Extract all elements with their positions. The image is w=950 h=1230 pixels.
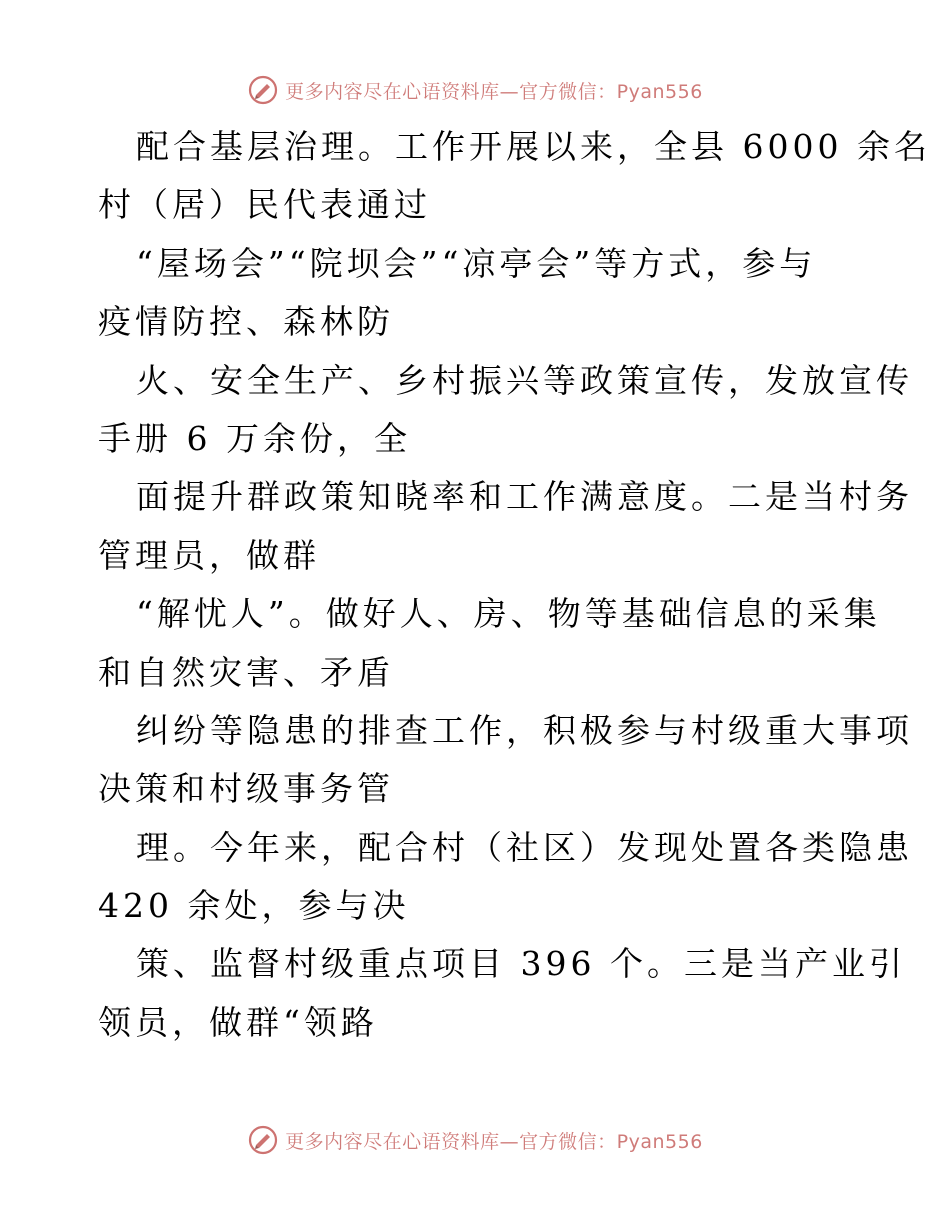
- text-line: 策、监督村级重点项目 396 个。三是当产业引: [136, 944, 906, 984]
- header-watermark: [0, 70, 950, 110]
- text-line: 和自然灾害、矛盾: [98, 652, 394, 692]
- text-line: “解忧人”。做好人、房、物等基础信息的采集: [136, 594, 881, 634]
- watermark-logo-icon: [247, 74, 279, 106]
- text-line: 管理员，做群: [98, 535, 320, 575]
- text-line: 疫情防控、森林防: [98, 302, 394, 342]
- text-line: 决策和村级事务管: [98, 769, 394, 809]
- document-body: [98, 118, 931, 1052]
- footer-watermark: [0, 1120, 950, 1160]
- watermark-logo-icon: [247, 1124, 279, 1156]
- watermark-text: 更多内容尽在心语资料库—官方微信：Pyan556: [285, 1130, 703, 1153]
- text-line: 理。今年来，配合村（社区）发现处置各类隐患: [136, 827, 913, 867]
- text-line: 村（居）民代表通过: [98, 185, 431, 225]
- text-line: 420 余处，参与决: [98, 886, 410, 926]
- text-line: 手册 6 万余份，全: [98, 418, 411, 458]
- text-line: “屋场会”“院坝会”“凉亭会”等方式，参与: [136, 243, 817, 283]
- watermark-text: 更多内容尽在心语资料库—官方微信：Pyan556: [285, 80, 703, 103]
- text-line: 配合基层治理。工作开展以来，全县 6000 余名: [136, 127, 931, 166]
- text-line: 面提升群政策知晓率和工作满意度。二是当村务: [136, 477, 913, 517]
- text-line: 纠纷等隐患的排查工作，积极参与村级重大事项: [136, 710, 913, 750]
- text-line: 领员，做群“领路: [98, 1002, 378, 1042]
- text-line: 火、安全生产、乡村振兴等政策宣传，发放宣传: [136, 360, 913, 400]
